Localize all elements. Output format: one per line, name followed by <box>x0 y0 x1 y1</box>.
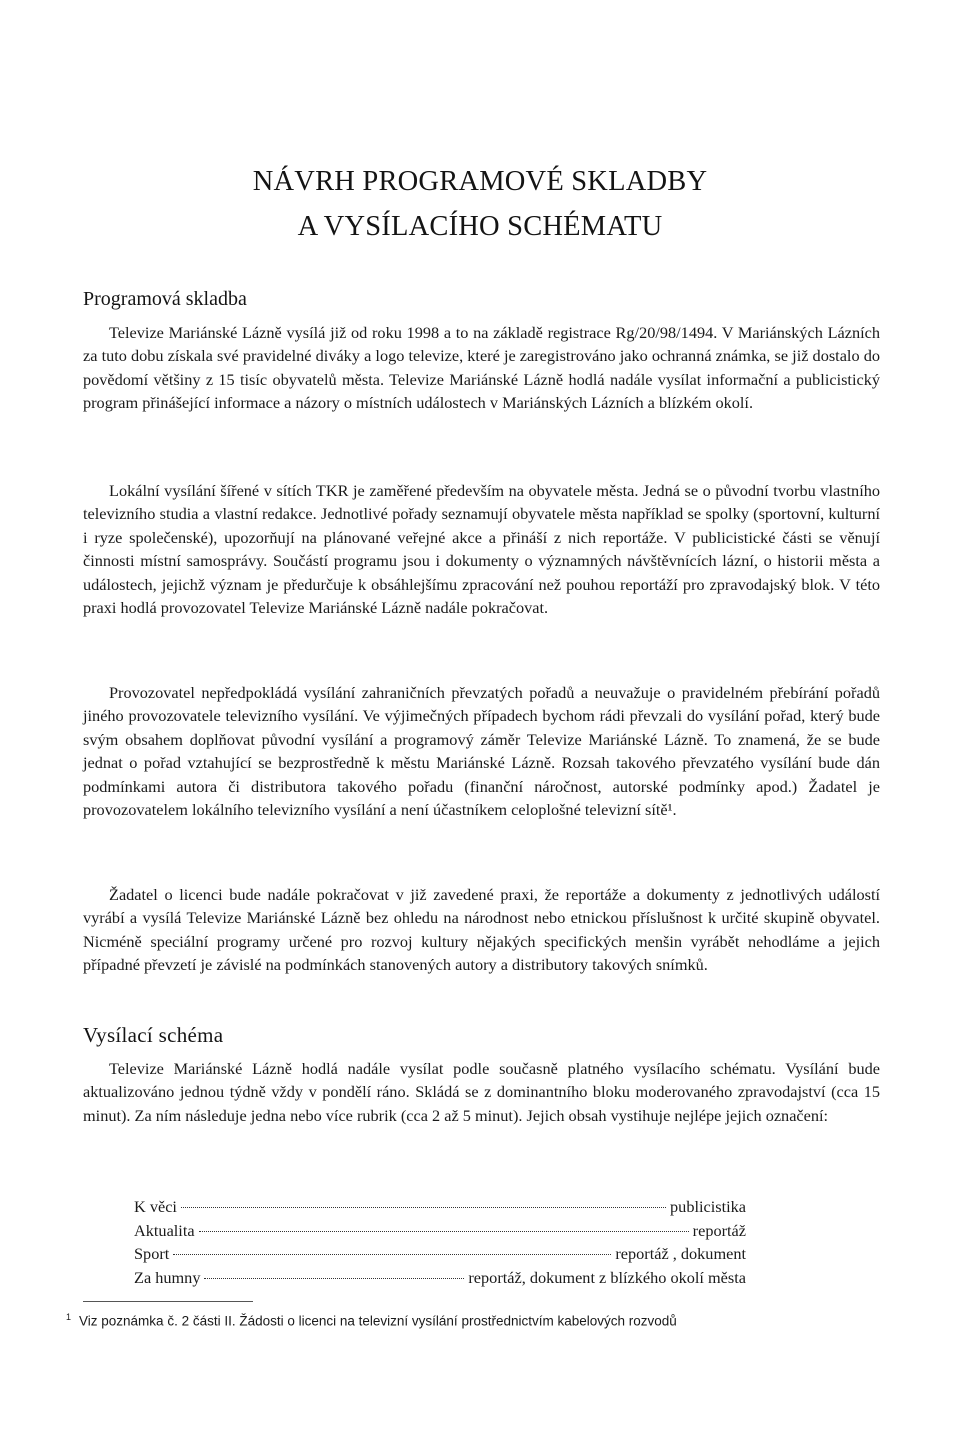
dot-leader <box>173 1254 611 1255</box>
rubric-row <box>134 1219 746 1243</box>
document-title-line-1: NÁVRH PROGRAMOVÉ SKLADBY <box>252 166 708 197</box>
footnote-text: Viz poznámka č. 2 části II. Žádosti o licenci na televizní vysílání prostřednictvím kabelových rozvodů <box>79 1313 677 1329</box>
rubric-row <box>134 1195 746 1219</box>
rubric-row <box>134 1266 746 1290</box>
document-title-line-2: A VYSÍLACÍHO SCHÉMATU <box>297 211 663 242</box>
dot-leader <box>204 1278 464 1279</box>
paragraph-1: Televize Mariánské Lázně vysílá již od roku 1998 a to na základě registrace Rg/20/98/1494. V Mariánských Lázních za tuto dobu získala své pravidelné diváky a logo televize, které je zaregistrováno jako ochranná známka, se již dostalo do povědomí většiny z 15 tisíc obyvatelů města. Televize Mariánské Lázně hodlá nadále vysílat informační a publicistický program přinášející informace a názory o místních událostech v Mariánských Lázních a blízkém okolí. <box>83 323 880 413</box>
rubric-list <box>134 1195 746 1289</box>
rubric-name: Aktualita <box>134 1220 195 1240</box>
paragraph-5: Televize Mariánské Lázně hodlá nadále vysílat podle současně platného vysílacího schématu. Vysílání bude aktualizováno jednou týdně vždy v pondělí ráno. Skládá se z dominantního bloku moderovaného zpravodajství (cca 15 minut). Za ním následuje jedna nebo více rubrik (cca 2 až 5 minut). Jejich obsah vystihuje nejlépe jejich označení: <box>83 1059 880 1125</box>
paragraph-2: Lokální vysílání šířené v sítích TKR je zaměřené především na obyvatele města. Jedná se o původní tvorbu vlastního televizního studia a vlastní redakce. Jednotlivé pořady seznamují obyvatele města například se spolky (sportovní, kulturní i ryze společenské), upozorňují na plánované veřejné akce a přináší z nich reportáže. V publicistické části se věnují činnosti místní samosprávy. Součástí programu jsou i dokumenty o významných návštěvnících lázní, o historii města a událostech, jejichž význam je předurčuje k obsáhlejšímu zpracování než pouhou reportáží pro zpravodajský blok. V této praxi hodlá provozovatel Televize Mariánské Lázně nadále pokračovat. <box>83 481 880 618</box>
dot-leader <box>199 1231 689 1232</box>
section-heading-vysilaci-schema: Vysílací schéma <box>83 1023 224 1047</box>
rubric-name: K věci <box>134 1197 177 1216</box>
footnote-separator <box>83 1301 253 1302</box>
footnote <box>66 1312 677 1329</box>
section-heading-programova-skladba: Programová skladba <box>83 288 247 310</box>
rubric-type: reportáž, dokument z blízkého okolí města <box>468 1267 746 1287</box>
footnote-mark: 1 <box>66 1312 72 1322</box>
rubric-type: reportáž , dokument <box>615 1244 746 1263</box>
paragraph-4: Žadatel o licenci bude nadále pokračovat v již zavedené praxi, že reportáže a dokumenty z jednotlivých událostí vyrábí a vysílá Televize Mariánské Lázně bez ohledu na národnost nebo etnickou příslušnost k určité skupině obyvatel. Nicméně speciální programy určené pro rozvoj kultury nějakých specifických menšin vyrábět nehodláme a jejich případné převzetí je závislé na podmínkách stanovených autory a distributory takových snímků. <box>83 885 880 975</box>
rubric-type: reportáž <box>692 1220 746 1240</box>
rubric-type: publicistika <box>670 1197 746 1216</box>
rubric-name: Sport <box>134 1244 170 1263</box>
rubric-name: Za humny <box>134 1267 201 1287</box>
rubric-row <box>134 1242 746 1266</box>
paragraph-3: Provozovatel nepředpokládá vysílání zahraničních převzatých pořadů a neuvažuje o pravidelném přebírání pořadů jiného provozovatele televizního vysílání. Ve výjimečných případech bychom rádi převzali do vysílání pořad, který bude svým obsahem doplňovat původní vysílání a programový záměr Televize Mariánské Lázně. To znamená, že se bude jednat o pořad vztahující se bezprostředně k městu Mariánské Lázně. Rozsah takového převzatého vysílání bude dán podmínkami autora či distributora takového pořadu (finanční náročnost, autorské podmínky apod.) Žadatel je provozovatelem lokálního televizního vysílání a není účastníkem celoplošné televizní sítě¹. <box>83 683 880 820</box>
dot-leader <box>181 1207 666 1208</box>
